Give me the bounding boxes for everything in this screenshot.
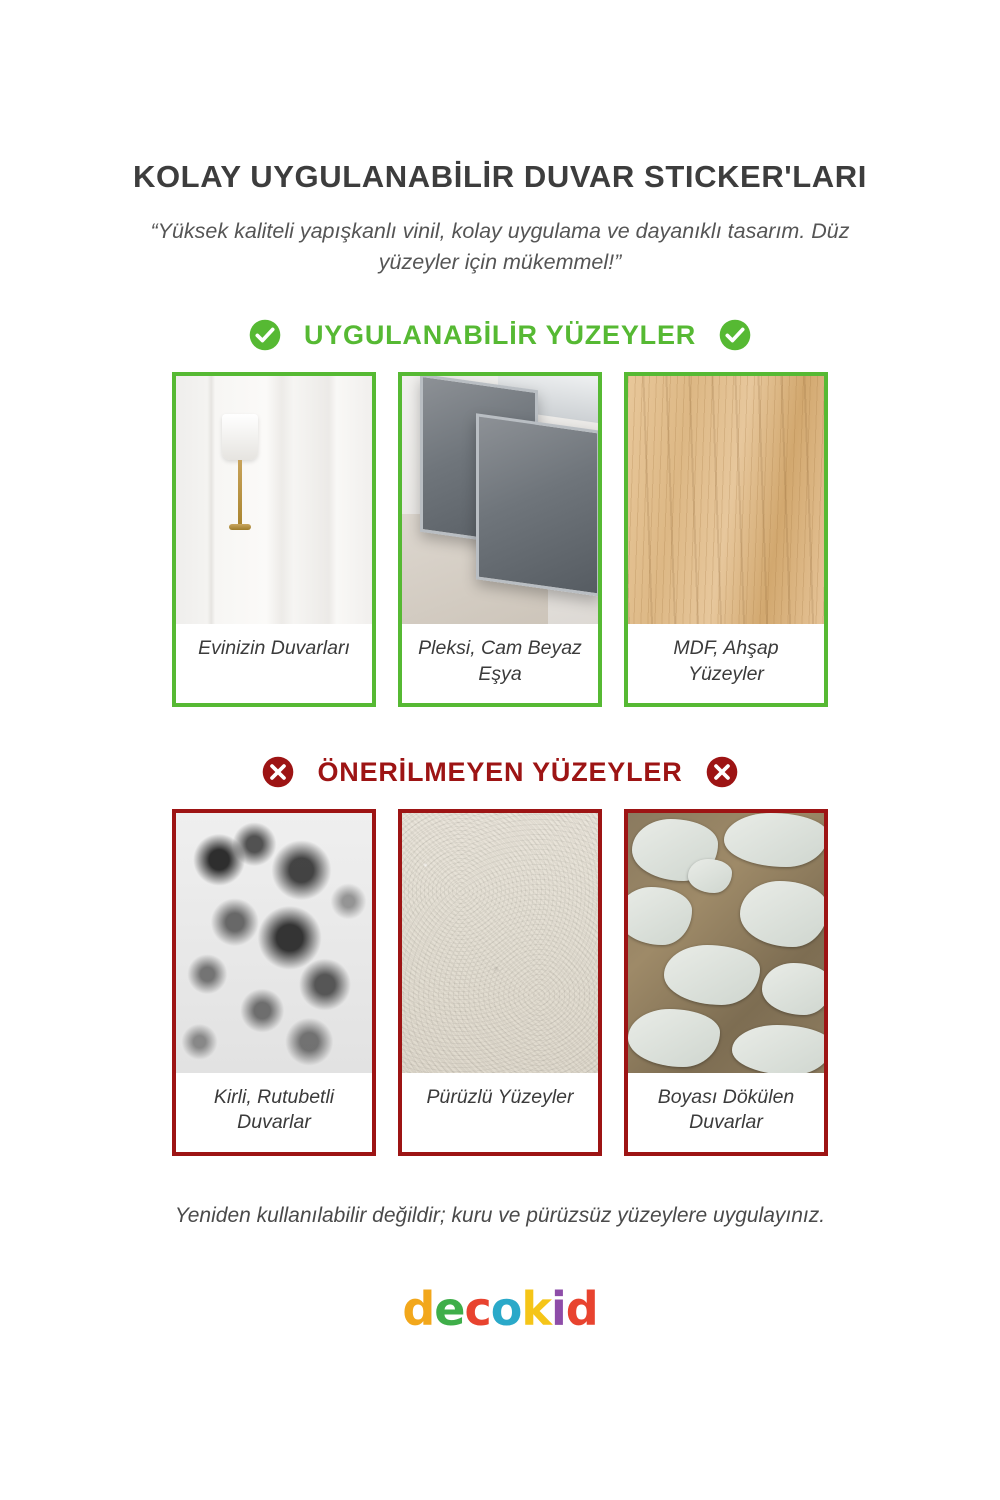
section-header-suitable: [0, 318, 1000, 352]
paint-flake-shape: [724, 813, 824, 867]
card-boyasi-dokulen: [624, 809, 828, 1156]
card-mdf-ahsap: [624, 372, 828, 707]
rough-texture-overlay: [402, 813, 598, 1073]
sconce-base-shape: [229, 524, 251, 530]
brand-letter: e: [434, 1281, 465, 1336]
paint-flake-shape: [740, 881, 824, 947]
brand-letter: d: [565, 1281, 598, 1336]
not-recommended-card-grid: [0, 809, 1000, 1156]
paint-flake-shape: [628, 1009, 720, 1067]
card-kirli-rutubetli: [172, 809, 376, 1156]
paint-flake-shape: [628, 887, 692, 945]
sconce-shade-shape: [222, 414, 258, 460]
check-circle-icon: [718, 318, 752, 352]
brand-letter: c: [464, 1281, 491, 1336]
brand-letter: o: [490, 1281, 522, 1336]
card-caption: Pürüzlü Yüzeyler: [402, 1073, 598, 1126]
peeling-paint-wall-photo: [628, 813, 824, 1073]
card-puruzlu-yuzeyler: [398, 809, 602, 1156]
sconce-arm-shape: [238, 460, 242, 526]
section-title-suitable: UYGULANABİLİR YÜZEYLER: [303, 319, 697, 350]
page-subtitle: “Yüksek kaliteli yapışkanlı vinil, kolay uygulama ve dayanıklı tasarım. Düz yüzeyler için mükemmel!”: [150, 219, 850, 275]
brand-letter: k: [521, 1281, 551, 1336]
card-caption: Boyası Dökülen Duvarlar: [628, 1073, 824, 1152]
card-caption: MDF, Ahşap Yüzeyler: [628, 624, 824, 703]
rough-textured-wall-photo: [402, 813, 598, 1073]
card-evinizin-duvarlari: [172, 372, 376, 707]
white-wall-with-sconce-photo: [176, 376, 372, 624]
check-circle-icon: [248, 318, 282, 352]
wood-grain-surface-photo: [628, 376, 824, 624]
section-title-not-recommended: ÖNERİLMEYEN YÜZEYLER: [317, 756, 683, 787]
paint-flake-shape: [664, 945, 760, 1005]
card-caption: Pleksi, Cam Beyaz Eşya: [402, 624, 598, 703]
suitable-card-grid: [0, 372, 1000, 707]
glass-sheet-front-shape: [476, 414, 598, 597]
footer-note: Yeniden kullanılabilir değildir; kuru ve pürüzsüz yüzeylere uygulayınız.: [174, 1203, 826, 1227]
brand-letter: i: [550, 1281, 566, 1336]
section-header-not-recommended: [0, 755, 1000, 789]
paint-flake-shape: [732, 1025, 824, 1073]
brand-logo: [0, 1282, 1000, 1336]
cross-circle-icon: [705, 755, 739, 789]
mold-damp-wall-photo: [176, 813, 372, 1073]
paint-flake-shape: [762, 963, 824, 1015]
card-pleksi-cam: [398, 372, 602, 707]
card-caption: Kirli, Rutubetli Duvarlar: [176, 1073, 372, 1152]
paint-flake-shape: [688, 859, 732, 893]
glass-plexi-sheets-photo: [402, 376, 598, 624]
page-title: KOLAY UYGULANABİLİR DUVAR STICKER'LARI: [132, 159, 867, 194]
brand-letter: d: [402, 1281, 435, 1336]
card-caption: Evinizin Duvarları: [176, 624, 372, 677]
cross-circle-icon: [261, 755, 295, 789]
